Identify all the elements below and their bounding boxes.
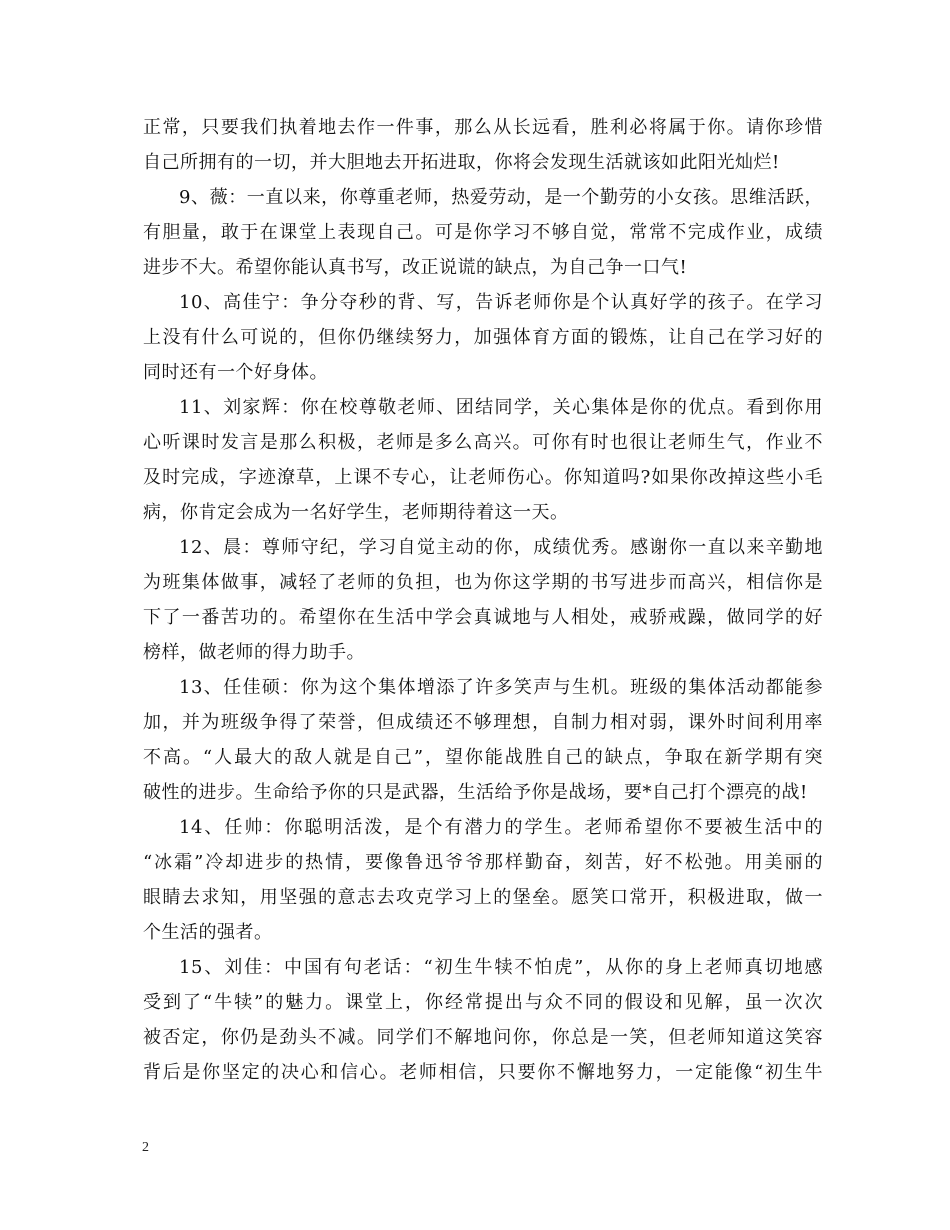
text-line: “冰霜”冷却进步的热情，要像鲁迅爷爷那样勤奋，刻苦，好不松弛。用美丽的 [143,852,823,873]
document-body [143,110,823,1090]
paragraph [143,670,823,810]
text-line: 眼睛去求知，用坚强的意志去攻克学习上的堡垒。愿笑口常开，积极进取，做一 [143,887,823,908]
paragraph [143,390,823,530]
text-line: 榜样，做老师的得力助手。 [143,642,365,663]
text-line: 15、刘佳：中国有句老话：“初生牛犊不怕虎”，从你的身上老师真切地感 [179,957,823,978]
text-line: 上没有什么可说的，但你仍继续努力，加强体育方面的锻炼，让自己在学习好的 [143,327,823,348]
text-line: 同时还有一个好身体。 [143,362,328,383]
text-line: 为班集体做事，减轻了老师的负担，也为你这学期的书写进步而高兴，相信你是 [143,572,823,593]
text-line: 12、晨：尊师守纪，学习自觉主动的你，成绩优秀。感谢你一直以来辛勤地 [179,537,823,558]
paragraph [143,810,823,950]
text-line: 破性的进步。生命给予你的只是武器，生活给予你是战场，要*自己打个漂亮的战! [143,782,808,803]
paragraph [143,110,823,180]
text-line: 受到了“牛犊”的魅力。课堂上，你经常提出与众不同的假设和见解，虽一次次 [143,992,823,1013]
text-line: 心听课时发言是那么积极，老师是多么高兴。可你有时也很让老师生气，作业不 [143,432,823,453]
text-line: 11、刘家辉：你在校尊敬老师、团结同学，关心集体是你的优点。看到你用 [179,397,823,418]
page-number: 2 [142,1140,149,1155]
text-line: 下了一番苦功的。希望你在生活中学会真诚地与人相处，戒骄戒躁，做同学的好 [143,607,823,628]
text-line: 14、任帅：你聪明活泼，是个有潜力的学生。老师希望你不要被生活中的 [179,817,823,838]
text-line: 背后是你坚定的决心和信心。老师相信，只要你不懈地努力，一定能像“初生牛 [143,1062,823,1083]
text-line: 9、薇：一直以来，你尊重老师，热爱劳动，是一个勤劳的小女孩。思维活跃， [179,187,823,208]
text-line: 有胆量，敢于在课堂上表现自己。可是你学习不够自觉，常常不完成作业，成绩 [143,222,823,243]
text-line: 及时完成，字迹潦草，上课不专心，让老师伤心。你知道吗?如果你改掉这些小毛 [143,467,823,488]
paragraph [143,530,823,670]
text-line: 10、高佳宁：争分夺秒的背、写，告诉老师你是个认真好学的孩子。在学习 [179,292,823,313]
text-line: 病，你肯定会成为一名好学生，老师期待着这一天。 [143,502,569,523]
text-line: 不高。“人最大的敌人就是自己”，望你能战胜自己的缺点，争取在新学期有突 [143,747,823,768]
paragraph [143,285,823,390]
paragraph [143,950,823,1090]
text-line: 进步不大。希望你能认真书写，改正说谎的缺点，为自己争一口气! [143,257,688,278]
text-line: 加，并为班级争得了荣誉，但成绩还不够理想，自制力相对弱，课外时间利用率 [143,712,823,733]
text-line: 13、任佳硕：你为这个集体增添了许多笑声与生机。班级的集体活动都能参 [179,677,823,698]
paragraph [143,180,823,285]
text-line: 个生活的强者。 [143,922,273,943]
text-line: 正常，只要我们执着地去作一件事，那么从长远看，胜利必将属于你。请你珍惜 [143,117,823,138]
text-line: 自己所拥有的一切，并大胆地去开拓进取，你将会发现生活就该如此阳光灿烂! [143,152,780,173]
text-line: 被否定，你仍是劲头不减。同学们不解地问你，你总是一笑，但老师知道这笑容 [143,1027,823,1048]
